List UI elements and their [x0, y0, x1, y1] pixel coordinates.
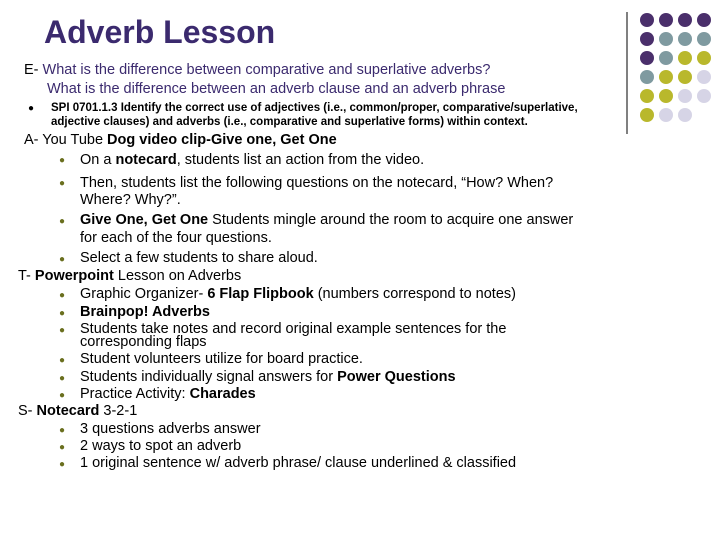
decorative-dot [640, 51, 654, 65]
spi-line-2: adjective clauses) and adverbs (i.e., comparative and superlative forms) within context. [51, 116, 528, 128]
t-prefix: T- [18, 268, 35, 284]
bullet-icon: ● [59, 425, 66, 436]
decorative-dot [678, 51, 692, 65]
decorative-dot [659, 13, 673, 27]
s-head-bold: Notecard [36, 403, 100, 419]
decorative-dot [640, 13, 654, 27]
t-b5-pre: Students individually signal answers for [80, 369, 338, 385]
decorative-dot [697, 70, 711, 84]
t-bullet-2: Brainpop! Adverbs [80, 304, 210, 320]
e-question-2: What is the difference between an adverb clause and an adverb phrase [47, 81, 506, 97]
decorative-dot [640, 32, 654, 46]
t-b1-post: (numbers correspond to notes) [313, 286, 516, 302]
decorative-dot [659, 51, 673, 65]
t-head-post: Lesson on Adverbs [113, 268, 242, 284]
bullet-icon: ● [59, 355, 66, 366]
bullet-icon: ● [28, 103, 35, 114]
s-bullet-1: 3 questions adverbs answer [80, 421, 261, 437]
bullet-icon: ● [59, 155, 66, 166]
decorative-dot [640, 70, 654, 84]
decorative-dot [697, 32, 711, 46]
decorative-dot [678, 108, 692, 122]
decorative-dot [640, 89, 654, 103]
t-b1-pre: Graphic Organizer- [80, 286, 208, 302]
t-bullet-1 [80, 286, 516, 302]
bullet-icon: ● [59, 178, 66, 189]
bullet-icon: ● [59, 373, 66, 384]
bullet-icon: ● [59, 459, 66, 470]
bullet-icon: ● [59, 290, 66, 301]
s-heading [18, 403, 137, 419]
spi-line-1: SPI 0701.1.3 Identify the correct use of adjectives (i.e., common/proper, comparative/superlative, [51, 102, 578, 114]
decorative-dot [678, 89, 692, 103]
bullet-icon: ● [59, 216, 66, 227]
a-bullet-3-line-1 [80, 212, 573, 228]
s-head-post: 3-2-1 [99, 403, 138, 419]
a-bullet-2-line-2: Where? Why?”. [80, 192, 181, 208]
decorative-dot [678, 32, 692, 46]
t-bullet-5 [80, 369, 456, 385]
decorative-dot [697, 13, 711, 27]
t-heading [18, 268, 241, 284]
divider-line [626, 12, 628, 134]
t-bullet-6 [80, 386, 256, 402]
t-b5-bold: Power Questions [337, 369, 456, 385]
decorative-dot [659, 70, 673, 84]
decorative-dot [659, 32, 673, 46]
decorative-dot [697, 51, 711, 65]
bullet-icon: ● [59, 308, 66, 319]
bullet-icon: ● [59, 390, 66, 401]
decorative-dot [640, 108, 654, 122]
t-bullet-4: Student volunteers utilize for board practice. [80, 351, 363, 367]
a-b3-bold: Give One, Get One [80, 212, 209, 228]
t-b1-bold: 6 Flap Flipbook [207, 286, 314, 302]
a-prefix: A- You Tube [24, 132, 108, 148]
t-bullet-3-line-1: Students take notes and record original example sentences for the [80, 321, 507, 337]
e-line-1: What is the difference between comparative and superlative adverbs? [42, 62, 491, 78]
a-bullet-1 [80, 152, 424, 168]
a-b1-bold: notecard [115, 152, 177, 168]
e-prefix: E- [24, 62, 43, 78]
a-b1-post: , students list an action from the video. [176, 152, 425, 168]
t-head-bold: Powerpoint [34, 268, 114, 284]
bullet-icon: ● [59, 442, 66, 453]
decorative-dot [678, 70, 692, 84]
s-bullet-3: 1 original sentence w/ adverb phrase/ clause underlined & classified [80, 455, 517, 471]
a-b1-pre: On a [80, 152, 116, 168]
a-bullet-4: Select a few students to share aloud. [80, 250, 318, 266]
s-prefix: S- [18, 403, 37, 419]
page-title: Adverb Lesson [44, 14, 276, 50]
bullet-icon: ● [59, 254, 66, 265]
e-question-1 [24, 62, 490, 78]
t-b6-pre: Practice Activity: [80, 386, 190, 402]
decorative-dot [697, 89, 711, 103]
a-b3-post: Students mingle around the room to acquire one answer [208, 212, 574, 228]
decorative-dot [659, 108, 673, 122]
t-b6-bold: Charades [189, 386, 256, 402]
a-head-bold: Dog video clip-Give one, Get One [107, 132, 337, 148]
a-heading [24, 132, 337, 148]
a-bullet-3-line-2: for each of the four questions. [80, 230, 272, 246]
bullet-icon: ● [59, 325, 66, 336]
decorative-dot [678, 13, 692, 27]
t-bullet-3-line-2: corresponding flaps [80, 334, 207, 350]
decorative-dot [659, 89, 673, 103]
a-bullet-2-line-1: Then, students list the following questions on the notecard, “How? When? [80, 175, 554, 191]
s-bullet-2: 2 ways to spot an adverb [80, 438, 242, 454]
